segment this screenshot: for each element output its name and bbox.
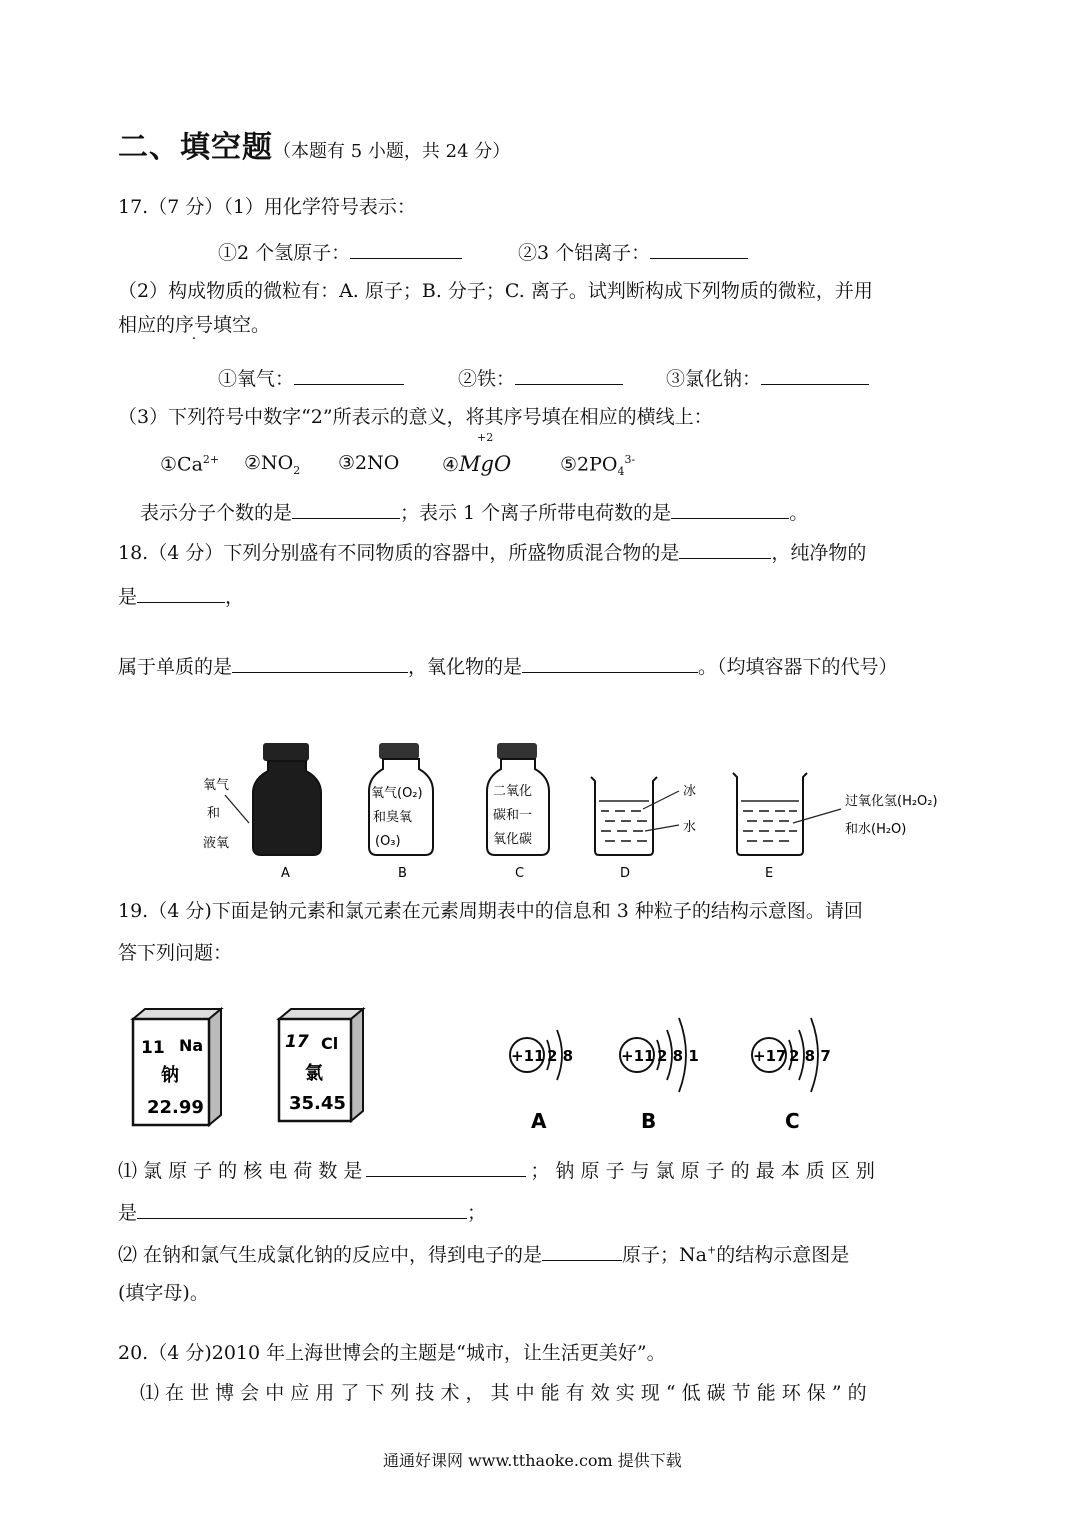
- container-d-label: D: [620, 866, 631, 881]
- section-title: [118, 122, 510, 166]
- q18-line2: [118, 584, 244, 607]
- q17-iron: [458, 366, 623, 389]
- q17-part2-line1: （2）构成物质的微粒有：A. 原子；B. 分子；C. 离子。试判断构成下列物质的微粒，并用: [118, 280, 873, 302]
- answer-blank[interactable]: [292, 500, 400, 519]
- q18-line1-end: ，纯净物的: [771, 542, 867, 564]
- q19-p2-sup: +: [707, 1243, 717, 1257]
- q19-p1-d: ；: [467, 1202, 487, 1224]
- bottle-a-body: [253, 761, 321, 855]
- sodium-name: 钠: [161, 1065, 179, 1086]
- container-c-label: C: [515, 866, 525, 881]
- beaker-d-liquid: [599, 801, 649, 841]
- particle-a: [510, 1030, 573, 1133]
- container-a: [203, 743, 321, 881]
- q18-line3-c: 。（均填容器下的代号）: [698, 656, 898, 678]
- q18-line1-text: 18.（4 分）下列分别盛有不同物质的容器中，所盛物质混合物的是: [118, 542, 680, 564]
- symbol-1-sup: 2+: [202, 453, 220, 466]
- symbol-2-base: ②NO: [244, 452, 294, 474]
- q19-p1-line2: [118, 1200, 486, 1223]
- container-d: [591, 777, 696, 881]
- chlorine-name: 氯: [305, 1063, 323, 1084]
- answer-blank[interactable]: [542, 1242, 622, 1261]
- answer-blank[interactable]: [522, 654, 698, 673]
- particle-b-nucleus: +11: [621, 1047, 655, 1065]
- container-e: [733, 773, 938, 881]
- q18-line2-text: 是: [118, 586, 138, 608]
- symbol-1-base: ①Ca: [160, 453, 203, 476]
- symbol-5: [560, 454, 635, 477]
- q17-header: 17.（7 分）（1）用化学符号表示：: [118, 196, 416, 218]
- q19-p1-b: ； 钠 原 子 与 氯 原 子 的 最 本 质 区 别: [530, 1160, 875, 1182]
- symbol-2: [244, 454, 300, 476]
- q17-ask-end: 。: [789, 502, 809, 524]
- container-c-text-1: 二氧化: [493, 784, 533, 799]
- symbol-4-pre: ④: [442, 454, 460, 476]
- particle-a-label: A: [531, 1109, 547, 1133]
- answer-blank[interactable]: [650, 240, 748, 259]
- particle-b-label: B: [641, 1109, 657, 1133]
- leader-line: [643, 791, 679, 809]
- q17-part2-pre: 相应的: [118, 314, 176, 336]
- q17-part2-emphasis: 序号: [175, 314, 214, 336]
- q19-p2-c: 的结构示意图是: [716, 1244, 850, 1266]
- q20-line1: 20.（4 分)2010 年上海世博会的主题是“城市，让生活更美好”。: [118, 1342, 666, 1364]
- answer-blank[interactable]: [137, 584, 225, 603]
- particle-c-label: C: [785, 1109, 800, 1133]
- q17-oxygen: [218, 366, 404, 389]
- q17-part3: （3）下列符号中数字“2”所表示的意义，将其序号填在相应的横线上：: [118, 406, 713, 428]
- q19-p1-a: ⑴ 氯 原 子 的 核 电 荷 数 是: [118, 1160, 363, 1182]
- q17-part2-line2: [118, 316, 270, 335]
- answer-blank[interactable]: [671, 500, 789, 519]
- chlorine-number: 17: [285, 1032, 309, 1052]
- page-footer: 通通好课网 www.tthaoke.com 提供下载: [383, 1451, 682, 1470]
- container-c-text-3: 氧化碳: [493, 832, 533, 847]
- answer-blank[interactable]: [515, 366, 623, 385]
- q17-item2-label: ②3 个铝离子：: [518, 242, 651, 264]
- q18-line3-b: ，氧化物的是: [408, 656, 523, 678]
- container-a-text-1: 氧气: [203, 778, 230, 793]
- chlorine-mass: 35.45: [289, 1093, 346, 1114]
- particle-b: [620, 1018, 699, 1133]
- container-e-text-2: 和水(H₂O): [845, 822, 907, 837]
- symbol-5-sup: 3-: [624, 453, 636, 466]
- container-b: [369, 743, 433, 881]
- answer-blank[interactable]: [366, 1158, 526, 1177]
- container-a-label: A: [281, 866, 290, 881]
- chlorine-symbol: Cl: [321, 1034, 339, 1053]
- answer-blank[interactable]: [137, 1200, 467, 1219]
- q19-p2-line1: [118, 1242, 849, 1265]
- container-b-text-3: (O₃): [375, 834, 401, 849]
- q17-part2-post: 填空。: [213, 314, 271, 336]
- particle-c: [752, 1018, 831, 1133]
- q17-ask: [140, 500, 808, 523]
- symbol-2-sub: 2: [293, 463, 301, 477]
- container-d-text-2: 水: [683, 820, 697, 835]
- symbol-4-main: MgO: [459, 452, 512, 476]
- q17-oxygen-label: ①氧气：: [218, 368, 295, 390]
- beaker-d-body: [591, 777, 657, 855]
- bottle-c-cap: [497, 743, 537, 759]
- q18-line3-a: 属于单质的是: [118, 656, 233, 678]
- containers-figure: [195, 735, 975, 885]
- symbol-1: [160, 454, 219, 474]
- q18-line3: [118, 654, 898, 677]
- section-title-text: 二、填空题: [118, 130, 273, 165]
- q19-p1-c: 是: [118, 1202, 138, 1224]
- q17-item2: [518, 240, 748, 263]
- q19-p2-line2: (填字母)。: [118, 1282, 209, 1304]
- symbol-5-sub: 4: [617, 465, 625, 479]
- element-cards: [125, 1005, 375, 1130]
- chlorine-card: [279, 1009, 363, 1121]
- q17-item1: [218, 240, 462, 263]
- particle-a-nucleus: +11: [511, 1047, 545, 1065]
- q18-line1: [118, 540, 866, 563]
- symbol-4-sup: +2: [477, 431, 494, 444]
- q19-p2-b: 原子；Na: [622, 1244, 707, 1266]
- symbol-5-base: ⑤2PO: [560, 453, 618, 476]
- bottle-a-cap: [263, 743, 309, 761]
- sodium-card: [133, 1009, 221, 1125]
- q17-nacl-label: ③氯化钠：: [666, 368, 762, 390]
- container-c-text-2: 碳和一: [493, 808, 533, 823]
- particle-b-shells: 2 8 1: [657, 1047, 699, 1065]
- beaker-e-liquid: [741, 801, 799, 841]
- container-c: [487, 743, 549, 881]
- particle-a-shells: 2 8: [547, 1047, 574, 1065]
- q17-iron-label: ②铁：: [458, 368, 516, 390]
- bottle-b-cap: [379, 743, 419, 759]
- symbol-4-main-wrap: [459, 431, 512, 476]
- sodium-mass: 22.99: [147, 1097, 204, 1118]
- leader-line: [225, 795, 249, 823]
- q19-line1: 19.（4 分)下面是钠元素和氯元素在元素周期表中的信息和 3 种粒子的结构示意图。请回: [118, 900, 863, 922]
- sodium-number: 11: [141, 1038, 165, 1058]
- answer-blank[interactable]: [294, 366, 404, 385]
- particle-c-shells: 2 8 7: [789, 1047, 831, 1065]
- q19-p2-a: ⑵ 在钠和氯气生成氯化钠的反应中，得到电子的是: [118, 1244, 543, 1266]
- q17-nacl: [666, 366, 869, 389]
- container-e-text-1: 过氧化氢(H₂O₂): [845, 794, 938, 809]
- sodium-symbol: Na: [179, 1036, 204, 1055]
- particle-diagrams: [495, 1000, 855, 1135]
- q17-item1-label: ①2 个氢原子：: [218, 242, 351, 264]
- leader-line: [793, 809, 841, 823]
- answer-blank[interactable]: [761, 366, 869, 385]
- q19-p1-line1: [118, 1158, 875, 1181]
- q17-ask-mid: ；表示 1 个离子所带电荷数的是: [400, 502, 672, 524]
- symbol-3: ③2NO: [338, 452, 400, 474]
- q17-ask-left: 表示分子个数的是: [140, 502, 293, 524]
- q20-line2: ⑴ 在 世 博 会 中 应 用 了 下 列 技 术 ， 其 中 能 有 效 实 现 “ 低 碳 节 能 环 保 ” 的: [140, 1382, 867, 1404]
- container-b-text-2: 和臭氧: [373, 810, 413, 825]
- container-a-text-2: 和: [207, 806, 221, 821]
- beaker-e-body: [733, 773, 807, 855]
- particle-c-nucleus: +17: [753, 1047, 787, 1065]
- q19-line2: 答下列问题：: [118, 942, 233, 964]
- section-note: （本题有 5 小题，共 24 分）: [273, 141, 511, 162]
- answer-blank[interactable]: [679, 540, 771, 559]
- container-d-text-1: 冰: [683, 784, 697, 799]
- container-b-text-1: 氧气(O₂): [371, 786, 423, 801]
- answer-blank[interactable]: [350, 240, 462, 259]
- container-e-label: E: [765, 866, 774, 881]
- container-a-text-3: 液氧: [203, 836, 230, 851]
- answer-blank[interactable]: [232, 654, 408, 673]
- q18-line2-end: ，: [225, 586, 245, 608]
- leader-line: [645, 825, 679, 831]
- symbol-4: [442, 431, 512, 476]
- container-b-label: B: [398, 866, 407, 881]
